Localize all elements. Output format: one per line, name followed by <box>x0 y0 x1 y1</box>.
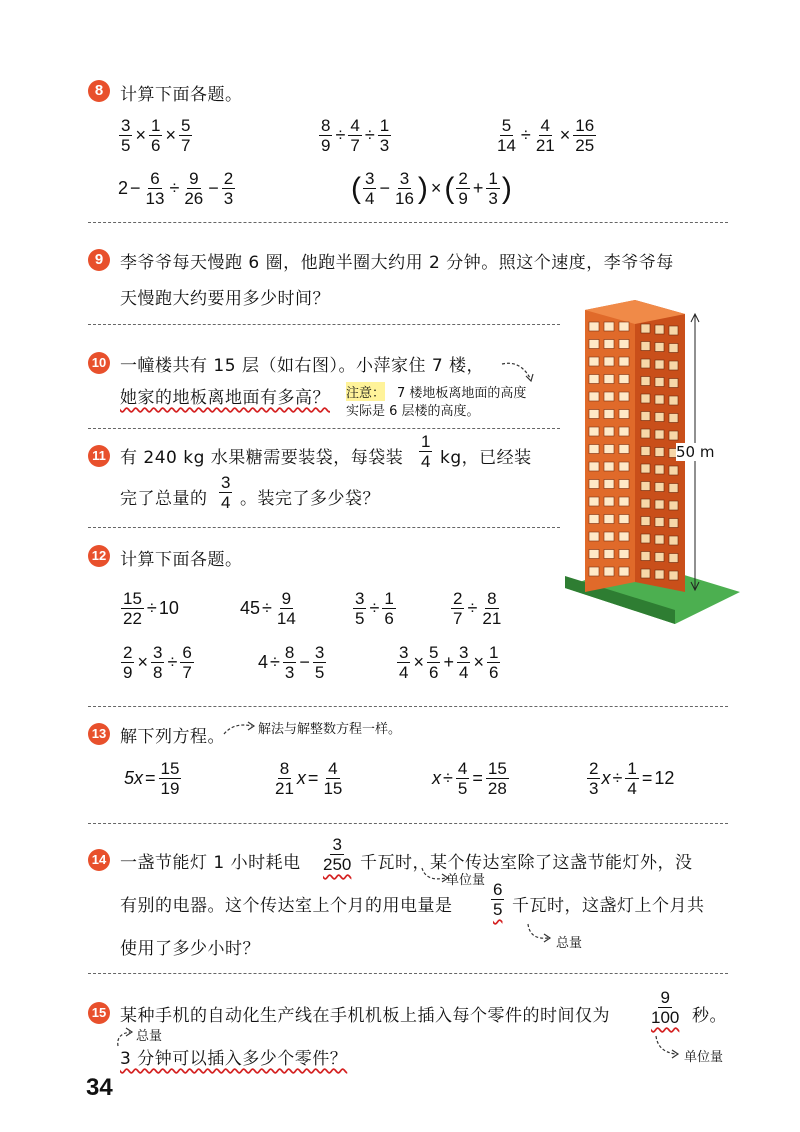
window <box>669 519 678 528</box>
expr-12-3: $\frac{3}{5}$ ÷ $\frac{1}{6}$ <box>355 589 394 628</box>
window <box>619 410 629 419</box>
window <box>619 340 629 349</box>
window <box>619 550 629 559</box>
expr-8-3: $\frac{5}{14}$ ÷ $\frac{4}{21}$ × $\frac{16}{25}$ <box>497 116 595 155</box>
separator <box>88 324 560 325</box>
window <box>619 375 629 384</box>
window <box>669 431 678 440</box>
window <box>669 501 678 510</box>
expr-12-1: $\frac{15}{22}$ ÷ 10 <box>123 589 179 628</box>
window <box>669 414 678 423</box>
window <box>669 326 678 335</box>
problem-number-12: 12 <box>88 545 110 567</box>
window <box>641 429 650 438</box>
page-number: 34 <box>86 1074 113 1101</box>
problem-12-text: 计算下面各题。 <box>120 550 243 570</box>
window <box>589 357 599 366</box>
window <box>589 445 599 454</box>
window <box>655 325 664 334</box>
window <box>604 515 614 524</box>
note-total-quantity: 总量 <box>556 936 583 951</box>
note-line1: 7 楼地板离地面的高度 <box>397 386 527 401</box>
window <box>641 499 650 508</box>
problem-9-line2: 天慢跑大约要用多少时间？ <box>120 289 330 309</box>
problem-15-line2: 3 分钟可以插入多少个零件？ <box>120 1049 348 1069</box>
window <box>604 427 614 436</box>
separator <box>88 527 560 528</box>
window <box>604 375 614 384</box>
frac-9-100: $\frac{9}{100}$ <box>651 988 680 1027</box>
window <box>589 322 599 331</box>
problem-15-line1b: 秒。 <box>692 1006 727 1026</box>
window <box>655 360 664 369</box>
equation-13-2: $\frac{8}{21}$ x = $\frac{4}{15}$ <box>275 759 343 798</box>
building-height-label: 50 m <box>676 443 715 461</box>
separator <box>88 706 728 707</box>
separator <box>88 823 728 824</box>
window <box>619 427 629 436</box>
window <box>669 344 678 353</box>
window <box>619 532 629 541</box>
window <box>655 518 664 527</box>
window <box>655 483 664 492</box>
problem-10-line1: 一幢楼共有 15 层（如右图）。小萍家住 7 楼， <box>120 356 485 376</box>
window <box>619 462 629 471</box>
expr-8-1: $\frac{3}{5}$ × $\frac{1}{6}$ × $\frac{5}{7}$ <box>121 116 191 155</box>
window <box>589 375 599 384</box>
window <box>669 361 678 370</box>
window <box>641 552 650 561</box>
frac-3-4: $\frac{3}{4}$ <box>221 473 231 512</box>
window <box>589 515 599 524</box>
problem-number-11: 11 <box>88 445 110 467</box>
expr-12-6: 4 ÷ $\frac{8}{3}$ − $\frac{3}{5}$ <box>258 643 325 682</box>
window <box>641 342 650 351</box>
window <box>589 462 599 471</box>
equation-13-3: x ÷ $\frac{4}{5}$ = $\frac{15}{28}$ <box>432 759 507 798</box>
window <box>641 534 650 543</box>
note-unit-quantity: 单位量 <box>446 873 486 888</box>
problem-14-line1b: 千瓦时，某个传达室除了这盏节能灯外，没 <box>360 853 693 873</box>
window <box>619 357 629 366</box>
note-unit-quantity: 单位量 <box>684 1050 724 1065</box>
window <box>641 359 650 368</box>
window <box>619 480 629 489</box>
window <box>589 392 599 401</box>
window <box>589 410 599 419</box>
problem-11-line2b: 。装完了多少袋？ <box>240 489 380 509</box>
expr-8-5: ( $\frac{3}{4}$ − $\frac{3}{16}$ ) × ( $\frac{2}{9}$ + $\frac{1}{3}$ ) <box>351 169 512 208</box>
arrow-icon <box>652 1034 686 1060</box>
frac-6-5: $\frac{6}{5}$ <box>493 880 503 919</box>
frac-3-250: $\frac{3}{250}$ <box>323 835 352 874</box>
window <box>619 497 629 506</box>
expr-12-2: 45 ÷ $\frac{9}{14}$ <box>240 589 296 628</box>
window <box>655 500 664 509</box>
window <box>641 377 650 386</box>
window <box>589 532 599 541</box>
problem-8-text: 计算下面各题。 <box>120 85 243 105</box>
problem-13-text: 解下列方程。 <box>120 727 225 747</box>
window <box>669 466 678 475</box>
window <box>604 357 614 366</box>
window <box>641 324 650 333</box>
window <box>589 340 599 349</box>
window <box>655 535 664 544</box>
window <box>619 515 629 524</box>
problem-number-13: 13 <box>88 723 110 745</box>
note-total-quantity: 总量 <box>136 1029 163 1044</box>
window <box>604 497 614 506</box>
window <box>589 427 599 436</box>
problem-10-line2: 她家的地板离地面有多高？ <box>120 388 330 408</box>
problem-number-14: 14 <box>88 849 110 871</box>
arrow-icon <box>500 360 540 386</box>
window <box>619 445 629 454</box>
expr-8-4: 2 − $\frac{6}{13}$ ÷ $\frac{9}{26}$ − $\frac{2}{3}$ <box>118 169 234 208</box>
problem-11-line1a: 有 240 kg 水果糖需要装袋，每袋装 <box>120 448 404 468</box>
window <box>655 430 664 439</box>
problem-11-line1b: kg，已经装 <box>440 448 532 468</box>
expr-12-5: $\frac{2}{9}$ × $\frac{3}{8}$ ÷ $\frac{6}{7}$ <box>123 643 192 682</box>
window <box>604 340 614 349</box>
problem-number-8: 8 <box>88 80 110 102</box>
window <box>655 343 664 352</box>
window <box>604 532 614 541</box>
window <box>655 448 664 457</box>
window <box>589 550 599 559</box>
building-illustration <box>555 292 745 627</box>
window <box>604 480 614 489</box>
window <box>641 447 650 456</box>
window <box>669 571 678 580</box>
frac-1-4: $\frac{1}{4}$ <box>421 432 431 471</box>
window <box>604 550 614 559</box>
problem-9-line1: 李爷爷每天慢跑 6 圈，他跑半圈大约用 2 分钟。照这个速度，李爷爷每 <box>120 253 674 273</box>
window <box>655 465 664 474</box>
window <box>669 379 678 388</box>
window <box>641 482 650 491</box>
window <box>655 378 664 387</box>
problem-14-line1a: 一盏节能灯 1 小时耗电 <box>120 853 301 873</box>
window <box>604 462 614 471</box>
problem-number-15: 15 <box>88 1002 110 1024</box>
arrow-icon <box>222 718 258 738</box>
window <box>655 395 664 404</box>
window <box>669 484 678 493</box>
expr-12-7: $\frac{3}{4}$ × $\frac{5}{6}$ + $\frac{3}{4}$ × $\frac{1}{6}$ <box>399 643 499 682</box>
expr-8-2: $\frac{8}{9}$ ÷ $\frac{4}{7}$ ÷ $\frac{1}{3}$ <box>321 116 390 155</box>
window <box>641 517 650 526</box>
problem-13-hint: 解法与解整数方程一样。 <box>258 722 402 737</box>
separator <box>88 428 560 429</box>
separator <box>88 973 728 974</box>
window <box>669 536 678 545</box>
window <box>604 567 614 576</box>
window <box>619 567 629 576</box>
window <box>655 413 664 422</box>
window <box>641 412 650 421</box>
problem-number-10: 10 <box>88 352 110 374</box>
window <box>669 554 678 563</box>
window <box>589 480 599 489</box>
problem-14-line2b: 千瓦时，这盏灯上个月共 <box>512 896 705 916</box>
expr-12-4: $\frac{2}{7}$ ÷ $\frac{8}{21}$ <box>453 589 502 628</box>
window <box>641 394 650 403</box>
window <box>604 410 614 419</box>
note-line2: 实际是 6 层楼的高度。 <box>346 404 480 419</box>
problem-number-9: 9 <box>88 249 110 271</box>
window <box>669 396 678 405</box>
window <box>604 445 614 454</box>
window <box>619 392 629 401</box>
problem-15-line1a: 某种手机的自动化生产线在手机机板上插入每个零件的时间仅为 <box>120 1006 610 1026</box>
separator <box>88 222 728 223</box>
arrow-icon <box>524 922 558 946</box>
window <box>619 322 629 331</box>
window <box>589 497 599 506</box>
window <box>641 569 650 578</box>
note-label: 注意： <box>346 382 385 401</box>
window <box>604 392 614 401</box>
window <box>655 570 664 579</box>
window <box>655 553 664 562</box>
window <box>604 322 614 331</box>
window <box>589 567 599 576</box>
window <box>641 464 650 473</box>
equation-13-1: 5x = $\frac{15}{19}$ <box>124 759 180 798</box>
problem-14-line2a: 有别的电器。这个传达室上个月的用电量是 <box>120 896 453 916</box>
problem-11-line2a: 完了总量的 <box>120 489 208 509</box>
problem-14-line3: 使用了多少小时？ <box>120 939 260 959</box>
equation-13-4: $\frac{2}{3}$ x ÷ $\frac{1}{4}$ = 12 <box>589 759 675 798</box>
